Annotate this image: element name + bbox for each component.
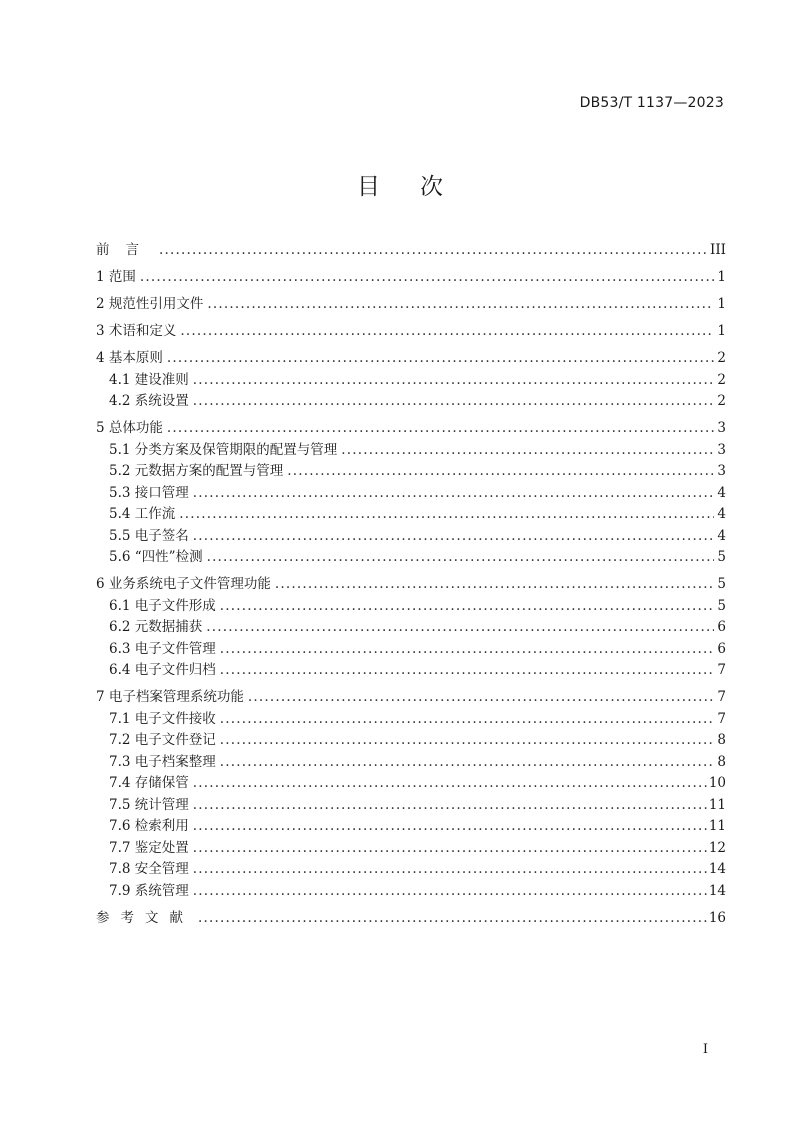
toc-entry-page: III: [710, 242, 726, 258]
toc-entry-label: 7.6 检索利用: [109, 818, 189, 834]
toc-entry-label: 7.3 电子档案整理: [109, 753, 216, 770]
page-number: I: [702, 1042, 708, 1057]
toc-entry-label: 7.4 存储保管: [109, 775, 189, 791]
toc-entry[interactable]: [96, 370, 726, 392]
toc-entry-label: 7.8 安全管理: [109, 861, 189, 877]
toc-entry-label: 5.3 接口管理: [109, 484, 189, 501]
toc-entry[interactable]: [96, 574, 726, 596]
toc-entry[interactable]: [96, 730, 726, 752]
toc-entry-label: 7 电子档案管理系统功能: [96, 689, 244, 705]
toc-entry-page: 8: [717, 732, 726, 748]
toc-entry[interactable]: [96, 526, 726, 548]
toc-entry-page: 14: [708, 882, 726, 899]
toc-entry-label: 5.6 “四性”检测: [109, 549, 203, 565]
toc-entry-page: 8: [717, 753, 726, 770]
toc-entry[interactable]: [96, 859, 726, 881]
toc-entry-page: 1: [717, 296, 726, 312]
toc-entry[interactable]: [96, 461, 726, 483]
toc-entry[interactable]: [96, 660, 726, 682]
toc-entry-page: 7: [717, 662, 726, 678]
dot-leader: [341, 440, 714, 462]
dot-leader: [179, 504, 714, 526]
toc-entry-label: 5.5 电子签名: [109, 527, 189, 544]
toc-entry-page: 2: [717, 371, 726, 388]
toc-entry-label: 6 业务系统电子文件管理功能: [96, 576, 271, 592]
table-of-contents: [96, 240, 726, 929]
toc-entry-label: 5.1 分类方案及保管期限的配置与管理: [109, 441, 338, 458]
dot-leader: [220, 660, 714, 682]
toc-entry-page: 4: [717, 527, 726, 544]
toc-entry-label: 6.3 电子文件管理: [109, 640, 216, 657]
toc-entry[interactable]: [96, 752, 726, 774]
toc-entry-page: 3: [717, 463, 726, 479]
toc-entry[interactable]: [96, 440, 726, 462]
toc-entry-page: 7: [717, 710, 726, 727]
toc-entry[interactable]: [96, 294, 726, 316]
toc-entry-label: 4.1 建设准则: [109, 371, 189, 388]
dot-leader: [193, 391, 714, 413]
dot-leader: [167, 348, 714, 370]
toc-title: 目次: [357, 174, 483, 200]
toc-entry[interactable]: [96, 321, 726, 343]
toc-entry-label: 6.2 元数据捕获: [109, 619, 203, 635]
toc-entry-page: 11: [708, 796, 726, 813]
toc-entry[interactable]: [96, 709, 726, 731]
toc-entry-page: 11: [708, 818, 726, 834]
dot-leader: [193, 370, 714, 392]
dot-leader: [248, 687, 714, 709]
toc-entry-page: 12: [708, 839, 726, 856]
toc-entry-page: 3: [717, 441, 726, 458]
toc-entry-label: 3 术语和定义: [96, 323, 177, 339]
toc-entry-label: 7.7 鉴定处置: [109, 839, 189, 856]
toc-entry[interactable]: [96, 908, 726, 930]
toc-entry-page: 5: [717, 549, 726, 565]
toc-entry-page: 14: [708, 861, 726, 877]
toc-entry-label: 7.5 统计管理: [109, 796, 189, 813]
dot-leader: [220, 709, 714, 731]
toc-entry-label: 1 范围: [96, 269, 136, 285]
toc-entry[interactable]: [96, 483, 726, 505]
toc-entry-page: 6: [717, 619, 726, 635]
toc-entry[interactable]: [96, 504, 726, 526]
dot-leader: [220, 730, 714, 752]
toc-entry[interactable]: [96, 881, 726, 903]
toc-entry-page: 2: [717, 350, 726, 366]
toc-entry-label: 5.2 元数据方案的配置与管理: [109, 463, 284, 479]
toc-entry-label: 前言: [96, 242, 155, 258]
dot-leader: [220, 596, 714, 618]
toc-entry-page: 6: [717, 640, 726, 657]
dot-leader: [193, 881, 707, 903]
toc-entry[interactable]: [96, 267, 726, 289]
toc-entry-label: 4 基本原则: [96, 350, 163, 366]
toc-entry[interactable]: [96, 838, 726, 860]
dot-leader: [193, 859, 707, 881]
toc-entry-page: 5: [717, 576, 726, 592]
dot-leader: [193, 773, 707, 795]
toc-entry[interactable]: [96, 795, 726, 817]
toc-entry[interactable]: [96, 687, 726, 709]
toc-entry[interactable]: [96, 816, 726, 838]
dot-leader: [198, 908, 707, 930]
dot-leader: [180, 321, 714, 343]
toc-entry-page: 1: [717, 323, 726, 339]
toc-entry-label: 参考文献: [96, 909, 194, 926]
toc-entry[interactable]: [96, 418, 726, 440]
toc-entry-label: 6.1 电子文件形成: [109, 597, 216, 614]
dot-leader: [206, 617, 714, 639]
dot-leader: [220, 639, 714, 661]
dot-leader: [159, 240, 708, 262]
dot-leader: [207, 547, 714, 569]
toc-entry-label: 5.4 工作流: [109, 506, 176, 522]
toc-entry[interactable]: [96, 639, 726, 661]
toc-entry[interactable]: [96, 596, 726, 618]
dot-leader: [140, 267, 714, 289]
toc-entry-page: 3: [717, 420, 726, 436]
toc-entry-label: 6.4 电子文件归档: [109, 662, 216, 678]
toc-entry-page: 5: [717, 597, 726, 614]
toc-entry-page: 4: [717, 506, 726, 522]
dot-leader: [193, 816, 707, 838]
toc-entry-page: 4: [717, 484, 726, 501]
toc-entry[interactable]: [96, 348, 726, 370]
dot-leader: [207, 294, 714, 316]
toc-entry-label: 5 总体功能: [96, 420, 163, 436]
dot-leader: [287, 461, 714, 483]
toc-entry-page: 16: [708, 909, 726, 926]
toc-entry[interactable]: [96, 617, 726, 639]
toc-entry[interactable]: [96, 773, 726, 795]
toc-entry-label: 7.9 系统管理: [109, 882, 189, 899]
dot-leader: [220, 752, 714, 774]
toc-entry-label: 2 规范性引用文件: [96, 296, 204, 312]
dot-leader: [193, 838, 707, 860]
dot-leader: [193, 526, 714, 548]
toc-entry-label: 7.1 电子文件接收: [109, 710, 216, 727]
toc-entry-page: 10: [708, 775, 726, 791]
toc-entry-label: 4.2 系统设置: [109, 393, 189, 409]
dot-leader: [167, 418, 714, 440]
toc-entry-page: 7: [717, 689, 726, 705]
toc-entry-label: 7.2 电子文件登记: [109, 732, 216, 748]
document-code: DB53/T 1137—2023: [579, 95, 724, 111]
toc-entry-page: 2: [717, 393, 726, 409]
dot-leader: [193, 795, 707, 817]
dot-leader: [193, 483, 714, 505]
toc-entry-page: 1: [717, 269, 726, 285]
toc-entry[interactable]: [96, 240, 726, 262]
dot-leader: [275, 574, 714, 596]
toc-entry[interactable]: [96, 391, 726, 413]
toc-entry[interactable]: [96, 547, 726, 569]
